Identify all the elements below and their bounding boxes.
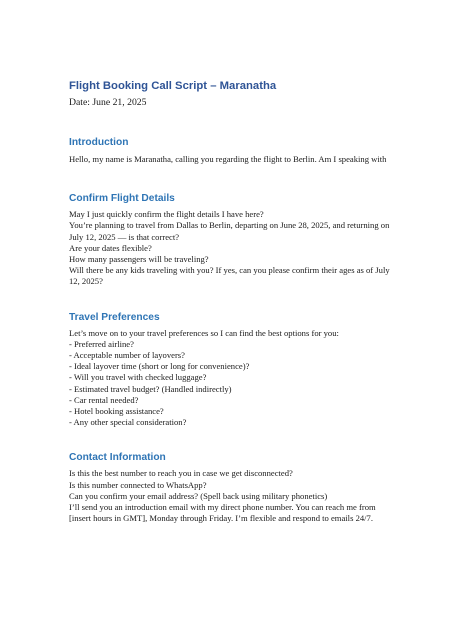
paragraph-line: Is this the best number to reach you in case we get disconnected? xyxy=(69,468,293,479)
list-item: - Any other special consideration? xyxy=(69,417,187,428)
section-travel-preferences xyxy=(69,312,409,429)
section-confirm-flight-details xyxy=(69,193,409,287)
paragraph-line: Is this number connected to WhatsApp? xyxy=(69,479,207,490)
list-item: - Acceptable number of layovers? xyxy=(69,350,185,361)
section-heading-travel-preferences: Travel Preferences xyxy=(69,311,160,323)
paragraph-line: 12, 2025? xyxy=(69,276,103,287)
paragraph-line: Will there be any kids traveling with you? If yes, can you please confirm their ages as of July xyxy=(69,265,390,276)
paragraph-line: Can you confirm your email address? (Spell back using military phonetics) xyxy=(69,490,328,501)
list-item: - Will you travel with checked luggage? xyxy=(69,372,207,383)
paragraph-line: July 12, 2025 — is that correct? xyxy=(69,231,180,242)
paragraph-line: I’ll send you an introduction email with my direct phone number. You can reach me from xyxy=(69,502,376,513)
list-item: - Preferred airline? xyxy=(69,338,134,349)
section-introduction xyxy=(69,137,409,165)
paragraph-line: How many passengers will be traveling? xyxy=(69,254,209,265)
paragraph-line: May I just quickly confirm the flight details I have here? xyxy=(69,209,264,220)
paragraph-line: You’re planning to travel from Dallas to Berlin, departing on June 28, 2025, and returning on xyxy=(69,220,390,231)
section-contact-information xyxy=(69,452,409,524)
section-heading-introduction: Introduction xyxy=(69,137,129,148)
paragraph-line: Are your dates flexible? xyxy=(69,242,152,253)
list-item: - Hotel booking assistance? xyxy=(69,406,164,417)
section-heading-contact-information: Contact Information xyxy=(69,452,166,464)
document-body xyxy=(69,79,409,524)
paragraph-line: Let’s move on to your travel preferences so I can find the best options for you: xyxy=(69,327,339,338)
list-item: - Ideal layover time (short or long for convenience)? xyxy=(69,361,250,372)
document-title: Flight Booking Call Script – Maranatha xyxy=(69,80,277,92)
document-date: Date: June 21, 2025 xyxy=(69,97,147,108)
section-heading-flight-details: Confirm Flight Details xyxy=(69,193,175,205)
paragraph-line: [insert hours in GMT], Monday through Friday. I’m flexible and respond to emails 24/7. xyxy=(69,513,373,524)
list-item: - Estimated travel budget? (Handled indirectly) xyxy=(69,383,232,394)
list-item: - Car rental needed? xyxy=(69,394,139,405)
paragraph-line: Hello, my name is Maranatha, calling you regarding the flight to Berlin. Am I speaking with xyxy=(69,154,387,164)
